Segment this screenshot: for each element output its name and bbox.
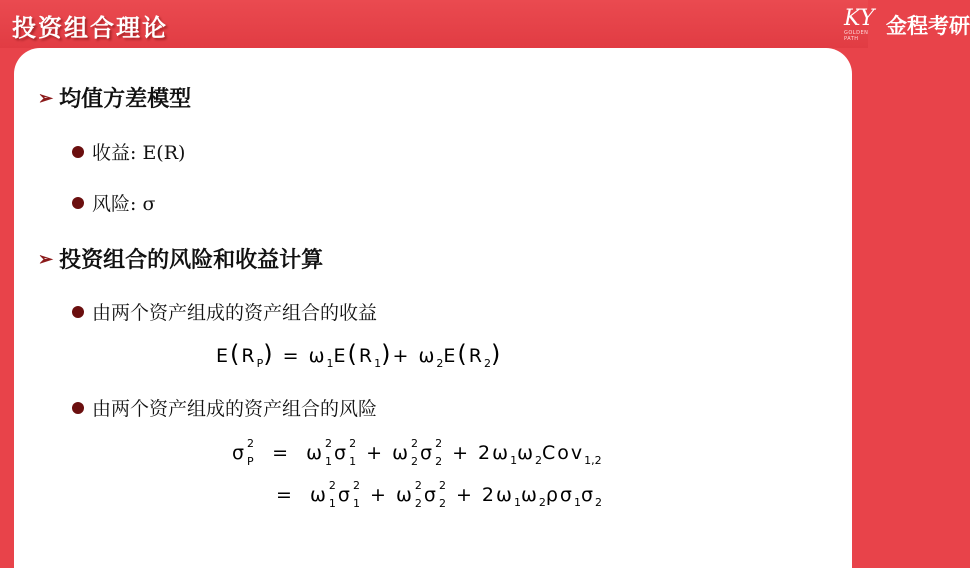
- bullet-text: 由两个资产组成的资产组合的风险: [92, 398, 378, 420]
- bullet-dot-icon: [72, 197, 84, 209]
- heading-text: 均值方差模型: [59, 86, 192, 112]
- formula-portfolio-return: $E(R_P) = \omega_1E(R_1)+ \omega_2E(R_2)$: [216, 340, 503, 370]
- logo-text: 金程考研: [886, 14, 970, 38]
- bullet-dot-icon: [72, 146, 84, 158]
- bullet-risk: [72, 189, 155, 216]
- formula-portfolio-risk-line2: = ω 2 1 σ 2 1 + ω 2 2 σ 2 2 + $2\omega_1\omega_2\rho\sigma_1\sigma_2$: [276, 479, 603, 510]
- bullet-text: 由两个资产组成的资产组合的收益: [92, 302, 378, 324]
- heading-text: 投资组合的风险和收益计算: [59, 247, 324, 273]
- bullet-return: [72, 138, 185, 165]
- logo-subtext: GOLDEN PATH: [844, 30, 869, 42]
- logo-mark: KY: [844, 6, 875, 31]
- bullet-portfolio-return: [72, 298, 377, 325]
- section-heading-mean-variance: [38, 82, 191, 113]
- header-bar: [0, 0, 970, 48]
- formula-portfolio-risk-line1: σ 2 P = ω 2 1 σ 2 1 + ω 2 2 σ 2 2 + $2\omega_1\omega_2Cov_{1,2}$: [232, 437, 602, 468]
- arrow-bullet-icon: ➢: [38, 88, 54, 109]
- bullet-text: 风险: σ: [92, 193, 156, 215]
- bullet-portfolio-risk: [72, 394, 377, 421]
- bullet-dot-icon: [72, 306, 84, 318]
- bullet-text: 收益: E(R): [92, 142, 186, 164]
- bullet-dot-icon: [72, 402, 84, 414]
- section-heading-portfolio: [38, 243, 323, 274]
- page-title: 投资组合理论: [12, 14, 168, 42]
- arrow-bullet-icon: ➢: [38, 249, 54, 270]
